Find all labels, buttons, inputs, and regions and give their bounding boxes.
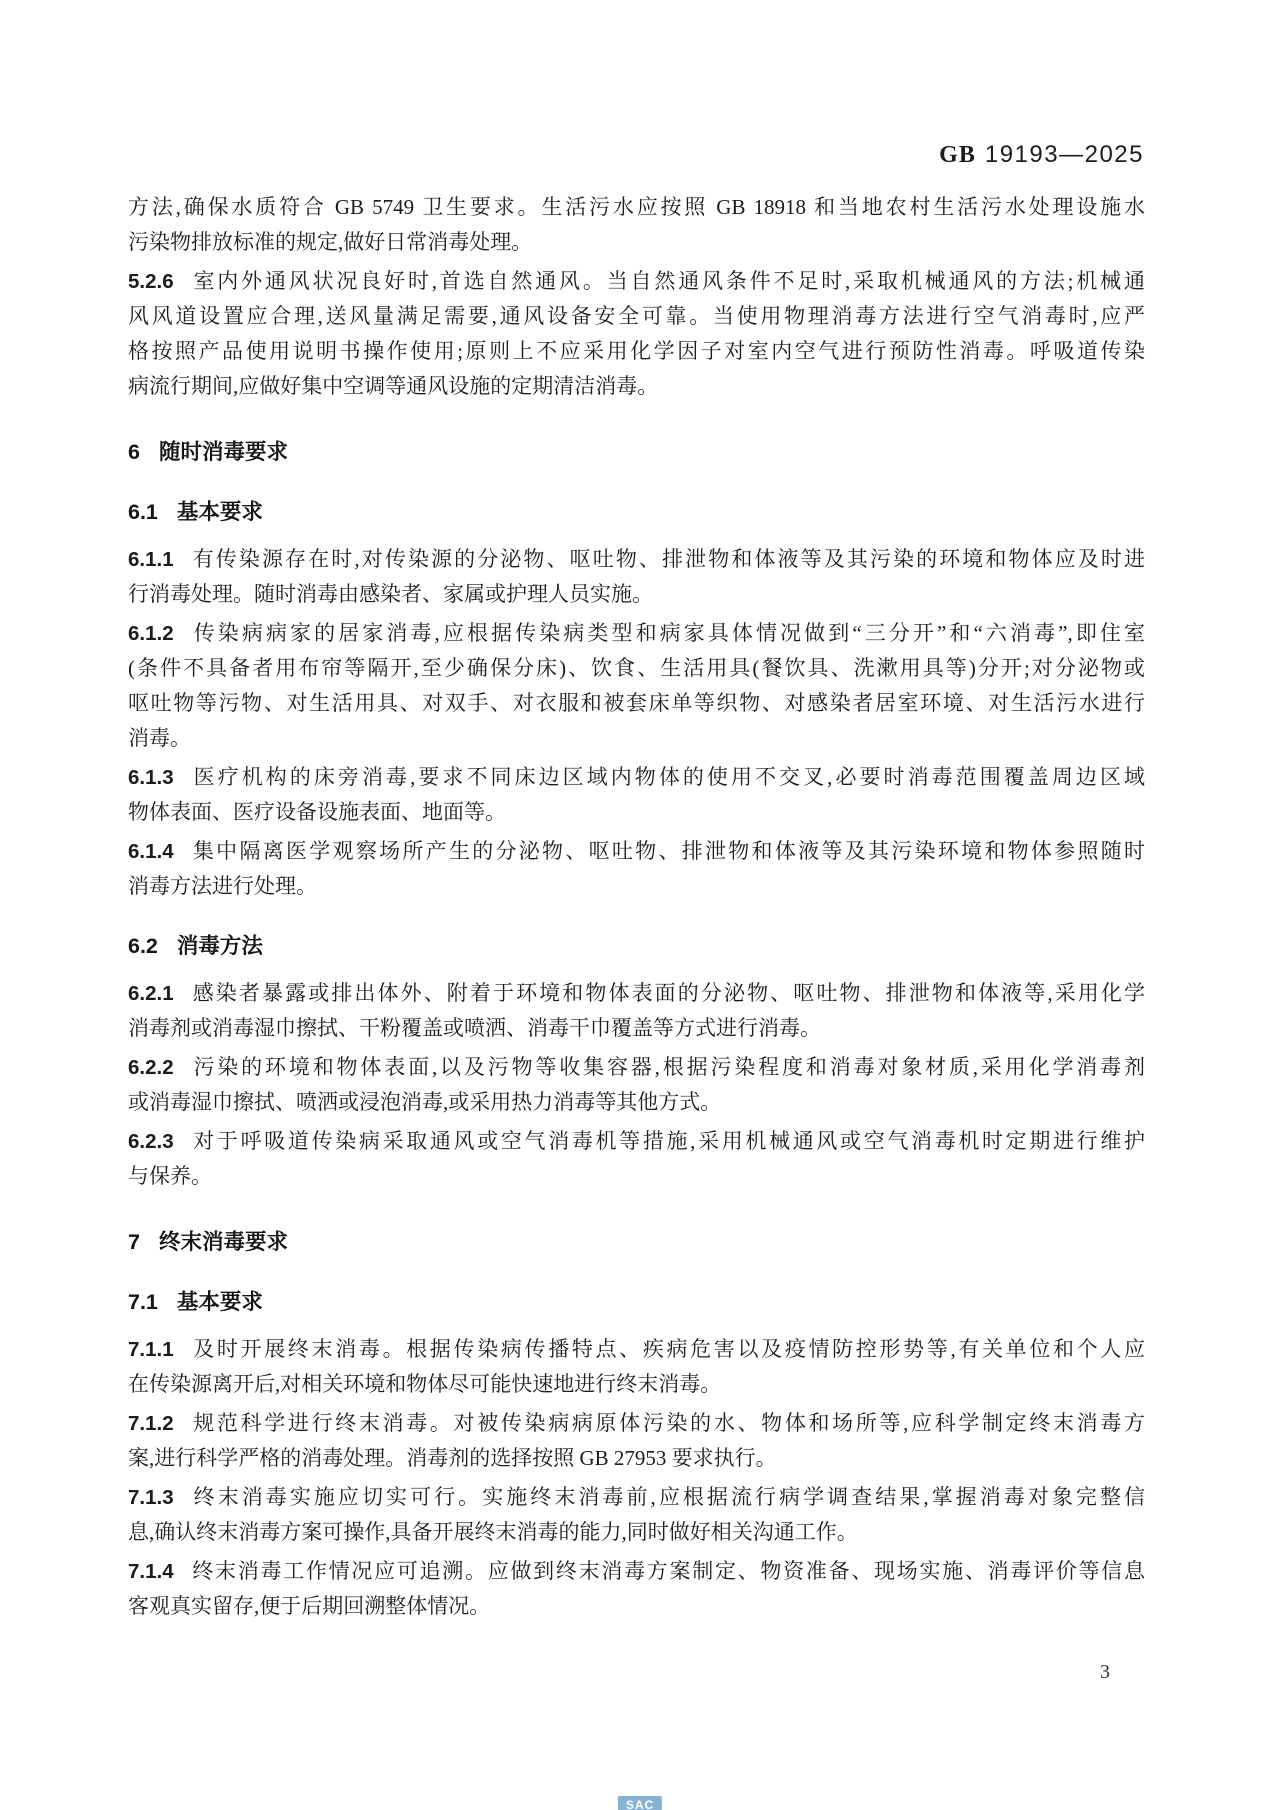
clause-text: 对于呼吸道传染病采取通风或空气消毒机等措施,采用机械通风或空气消毒机时定期进行维护 (190, 1129, 1145, 1153)
text-line (128, 334, 1145, 369)
document-body (128, 190, 1145, 1624)
clause-number: 6.2.3 (128, 1130, 174, 1153)
sac-watermark: SAC (618, 1796, 662, 1810)
clause-text: 方法,确保水质符合 GB 5749 卫生要求。生活污水应按照 GB 18918 和当地农村生活污水处理设施水 (128, 195, 1145, 219)
text-line (128, 225, 1145, 260)
heading-text: 随时消毒要求 (158, 440, 288, 464)
clause-text: 消毒。 (128, 726, 191, 750)
heading-number: 7 (128, 1230, 140, 1254)
section-heading (128, 435, 1145, 470)
clause-paragraph (128, 1050, 1145, 1120)
clause-text: 消毒方法进行处理。 (128, 874, 317, 898)
clause-number: 6.2.1 (128, 982, 174, 1005)
clause-text: 感染者暴露或排出体外、附着于环境和物体表面的分泌物、呕吐物、排泄物和体液等,采用化学 (190, 981, 1145, 1005)
text-line (128, 1159, 1145, 1194)
clause-text: 规范科学进行终末消毒。对被传染病病原体污染的水、物体和场所等,应科学制定终末消毒方 (190, 1411, 1145, 1435)
clause-text: 客观真实留存,便于后期回溯整体情况。 (128, 1594, 491, 1618)
heading-text: 终末消毒要求 (158, 1230, 288, 1254)
text-line (128, 1554, 1145, 1589)
page-number: 3 (1100, 1661, 1110, 1683)
clause-paragraph (128, 834, 1145, 904)
clause-paragraph (128, 760, 1145, 830)
text-line (128, 542, 1145, 577)
clause-text: 与保养。 (128, 1164, 212, 1188)
text-line (128, 686, 1145, 721)
clause-text: 医疗机构的床旁消毒,要求不同床边区域内物体的使用不交叉,必要时消毒范围覆盖周边区域 (190, 765, 1145, 789)
clause-text: (条件不具备者用布帘等隔开,至少确保分床)、饮食、生活用具(餐饮具、洗漱用具等)分开;对分泌物或 (128, 656, 1145, 680)
text-line (128, 1332, 1145, 1367)
clause-text: 或消毒湿巾擦拭、喷洒或浸泡消毒,或采用热力消毒等其他方式。 (128, 1090, 722, 1114)
text-line (128, 1515, 1145, 1550)
clause-text: 行消毒处理。随时消毒由感染者、家属或护理人员实施。 (128, 582, 653, 606)
subsection-heading (128, 495, 1145, 530)
text-line (128, 577, 1145, 612)
clause-text: 传染病病家的居家消毒,应根据传染病类型和病家具体情况做到“三分开”和“六消毒”,即住室 (190, 621, 1145, 645)
clause-text: 终末消毒工作情况应可追溯。应做到终末消毒方案制定、物资准备、现场实施、消毒评价等信息 (190, 1559, 1145, 1583)
heading-number: 6.2 (128, 934, 158, 958)
text-line (128, 1367, 1145, 1402)
clause-number: 6.1.3 (128, 766, 174, 789)
clause-text: 案,进行科学严格的消毒处理。消毒剂的选择按照 GB 27953 要求执行。 (128, 1446, 777, 1470)
heading-number: 7.1 (128, 1290, 158, 1314)
subsection-heading (128, 929, 1145, 964)
heading-text: 基本要求 (176, 1290, 263, 1314)
clause-paragraph (128, 976, 1145, 1046)
text-line (128, 190, 1145, 225)
clause-paragraph (128, 1332, 1145, 1402)
clause-text: 在传染源离开后,对相关环境和物体尽可能快速地进行终末消毒。 (128, 1372, 722, 1396)
clause-number: 6.1.4 (128, 840, 174, 863)
text-line (128, 1480, 1145, 1515)
standard-number-label: 19193—2025 (984, 141, 1144, 168)
text-line (128, 1589, 1145, 1624)
clause-number: 6.2.2 (128, 1056, 174, 1079)
clause-text: 消毒剂或消毒湿巾擦拭、干粉覆盖或喷洒、消毒干巾覆盖等方式进行消毒。 (128, 1016, 821, 1040)
heading-number: 6 (128, 440, 140, 464)
text-line (128, 369, 1145, 404)
heading-number: 6.1 (128, 500, 158, 524)
text-line (128, 616, 1145, 651)
clause-paragraph (128, 264, 1145, 404)
clause-text: 格按照产品使用说明书操作使用;原则上不应采用化学因子对室内空气进行预防性消毒。呼吸道传染 (128, 339, 1145, 363)
clause-text: 集中隔离医学观察场所产生的分泌物、呕吐物、排泄物和体液等及其污染环境和物体参照随时 (190, 839, 1145, 863)
clause-paragraph (128, 1124, 1145, 1194)
text-line (128, 869, 1145, 904)
text-line (128, 1124, 1145, 1159)
clause-text: 息,确认终末消毒方案可操作,具备开展终末消毒的能力,同时做好相关沟通工作。 (128, 1520, 858, 1544)
clause-number: 5.2.6 (128, 270, 174, 293)
text-line (128, 1011, 1145, 1046)
text-line (128, 651, 1145, 686)
clause-paragraph (128, 542, 1145, 612)
clause-text: 物体表面、医疗设备设施表面、地面等。 (128, 800, 506, 824)
section-heading (128, 1225, 1145, 1260)
clause-number: 7.1.3 (128, 1486, 174, 1509)
text-line (128, 721, 1145, 756)
doc-header (939, 141, 1144, 169)
clause-text: 及时开展终末消毒。根据传染病传播特点、疾病危害以及疫情防控形势等,有关单位和个人应 (190, 1337, 1145, 1361)
clause-number: 6.1.1 (128, 548, 174, 571)
text-line (128, 1050, 1145, 1085)
clause-text: 室内外通风状况良好时,首选自然通风。当自然通风条件不足时,采取机械通风的方法;机械通 (190, 269, 1145, 293)
clause-paragraph (128, 190, 1145, 260)
text-line (128, 299, 1145, 334)
text-line (128, 760, 1145, 795)
standard-code-label: GB (939, 142, 976, 168)
text-line (128, 795, 1145, 830)
clause-text: 污染的环境和物体表面,以及污物等收集容器,根据污染程度和消毒对象材质,采用化学消毒剂 (190, 1055, 1145, 1079)
clause-text: 病流行期间,应做好集中空调等通风设施的定期清洁消毒。 (128, 374, 659, 398)
clause-paragraph (128, 616, 1145, 756)
clause-paragraph (128, 1554, 1145, 1624)
clause-number: 7.1.1 (128, 1338, 174, 1361)
clause-number: 6.1.2 (128, 622, 174, 645)
text-line (128, 976, 1145, 1011)
text-line (128, 1085, 1145, 1120)
clause-text: 有传染源存在时,对传染源的分泌物、呕吐物、排泄物和体液等及其污染的环境和物体应及时进 (190, 547, 1145, 571)
clause-number: 7.1.4 (128, 1560, 174, 1583)
text-line (128, 1441, 1145, 1476)
heading-text: 消毒方法 (176, 934, 263, 958)
text-line (128, 264, 1145, 299)
text-line (128, 834, 1145, 869)
clause-paragraph (128, 1406, 1145, 1476)
clause-paragraph (128, 1480, 1145, 1550)
clause-number: 7.1.2 (128, 1412, 174, 1435)
text-line (128, 1406, 1145, 1441)
clause-text: 终末消毒实施应切实可行。实施终末消毒前,应根据流行病学调查结果,掌握消毒对象完整信 (190, 1485, 1145, 1509)
subsection-heading (128, 1285, 1145, 1320)
clause-text: 污染物排放标准的规定,做好日常消毒处理。 (128, 230, 533, 254)
heading-text: 基本要求 (176, 500, 263, 524)
clause-text: 风风道设置应合理,送风量满足需要,通风设备安全可靠。当使用物理消毒方法进行空气消毒时,应严 (128, 304, 1145, 328)
clause-text: 呕吐物等污物、对生活用具、对双手、对衣服和被套床单等织物、对感染者居室环境、对生活污水进行 (128, 691, 1145, 715)
